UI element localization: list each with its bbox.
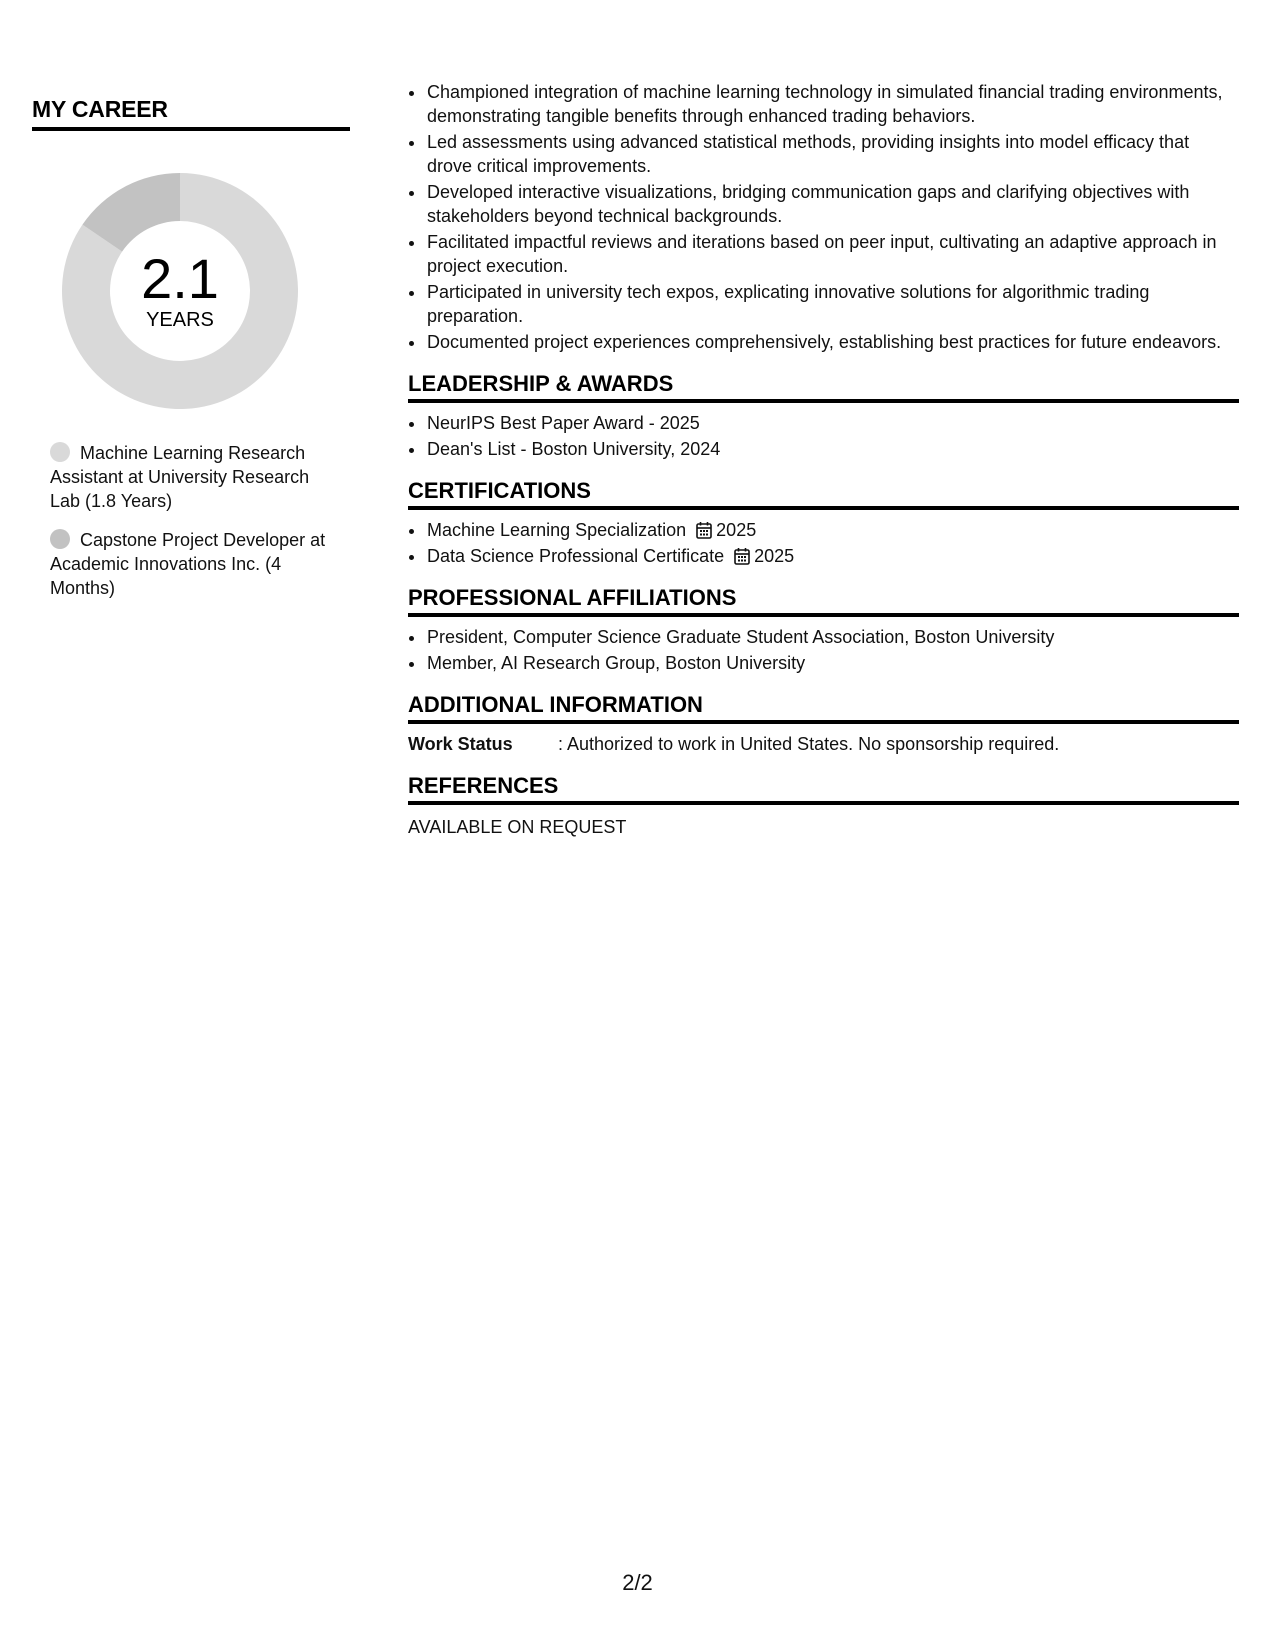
career-heading: MY CAREER — [32, 96, 350, 131]
experience-bullet: • Led assessments using advanced statistical methods, providing insights into model efficacy that drove critical improvements. — [426, 130, 1239, 178]
affiliation-item: • Member, AI Research Group, Boston University — [426, 651, 1239, 675]
leadership-heading: LEADERSHIP & AWARDS — [408, 371, 1239, 403]
certification-year: 2025 — [716, 520, 757, 540]
legend-swatch-dot — [50, 529, 70, 549]
calendar-icon — [734, 547, 750, 565]
affiliations-list — [408, 625, 1239, 675]
work-status-row — [408, 732, 1239, 756]
additional-info-section — [408, 692, 1239, 756]
certification-name: Machine Learning Specialization — [427, 520, 687, 540]
experience-bullet-list — [408, 80, 1239, 354]
experience-bullet: • Championed integration of machine learning technology in simulated financial trading environments, demonstrating tangible benefits through enhanced trading behaviors. — [426, 80, 1239, 128]
experience-bullet: • Participated in university tech expos, explicating innovative solutions for algorithmic trading preparation. — [426, 280, 1239, 328]
career-total-unit: YEARS — [146, 309, 214, 331]
calendar-icon — [696, 521, 712, 539]
references-heading: REFERENCES — [408, 773, 1239, 805]
main-content — [408, 80, 1239, 839]
career-summary — [32, 96, 350, 615]
career-donut-chart — [56, 167, 304, 415]
career-donut-center — [56, 167, 304, 332]
experience-bullet: • Facilitated impactful reviews and iterations based on peer input, cultivating an adaptive approach in project execution. — [426, 230, 1239, 278]
legend-swatch-dot — [50, 442, 70, 462]
career-role-label: Machine Learning Research Assistant at University Research Lab (1.8 Years) — [50, 443, 310, 511]
career-role-label: Capstone Project Developer at Academic Innovations Inc. (4 Months) — [50, 530, 326, 598]
leadership-section — [408, 371, 1239, 461]
career-total-years: 2.1 — [141, 247, 219, 310]
certification-item — [426, 544, 1239, 568]
certifications-list — [408, 518, 1239, 568]
work-status-label: Work Status — [408, 734, 513, 754]
career-legend-item — [50, 441, 332, 513]
certification-name: Data Science Professional Certificate — [427, 546, 725, 566]
career-legend — [50, 441, 332, 600]
additional-info-heading: ADDITIONAL INFORMATION — [408, 692, 1239, 724]
award-item: • NeurIPS Best Paper Award - 2025 — [426, 411, 1239, 435]
affiliations-heading: PROFESSIONAL AFFILIATIONS — [408, 585, 1239, 617]
affiliation-item: • President, Computer Science Graduate Student Association, Boston University — [426, 625, 1239, 649]
affiliations-section — [408, 585, 1239, 675]
career-legend-item — [50, 528, 332, 600]
certifications-section — [408, 478, 1239, 568]
award-item: • Dean's List - Boston University, 2024 — [426, 437, 1239, 461]
page-number: 2/2 — [622, 1570, 653, 1595]
leadership-list — [408, 411, 1239, 461]
certification-year: 2025 — [754, 546, 795, 566]
experience-bullet: • Developed interactive visualizations, bridging communication gaps and clarifying objectives with stakeholders beyond technical backgrounds. — [426, 180, 1239, 228]
work-status-value: : Authorized to work in United States. No sponsorship required. — [558, 734, 1060, 754]
certifications-heading: CERTIFICATIONS — [408, 478, 1239, 510]
references-text: AVAILABLE ON REQUEST — [408, 817, 627, 837]
references-section — [408, 773, 1239, 839]
certification-item — [426, 518, 1239, 542]
experience-bullet: • Documented project experiences comprehensively, establishing best practices for future endeavors. — [426, 330, 1239, 354]
